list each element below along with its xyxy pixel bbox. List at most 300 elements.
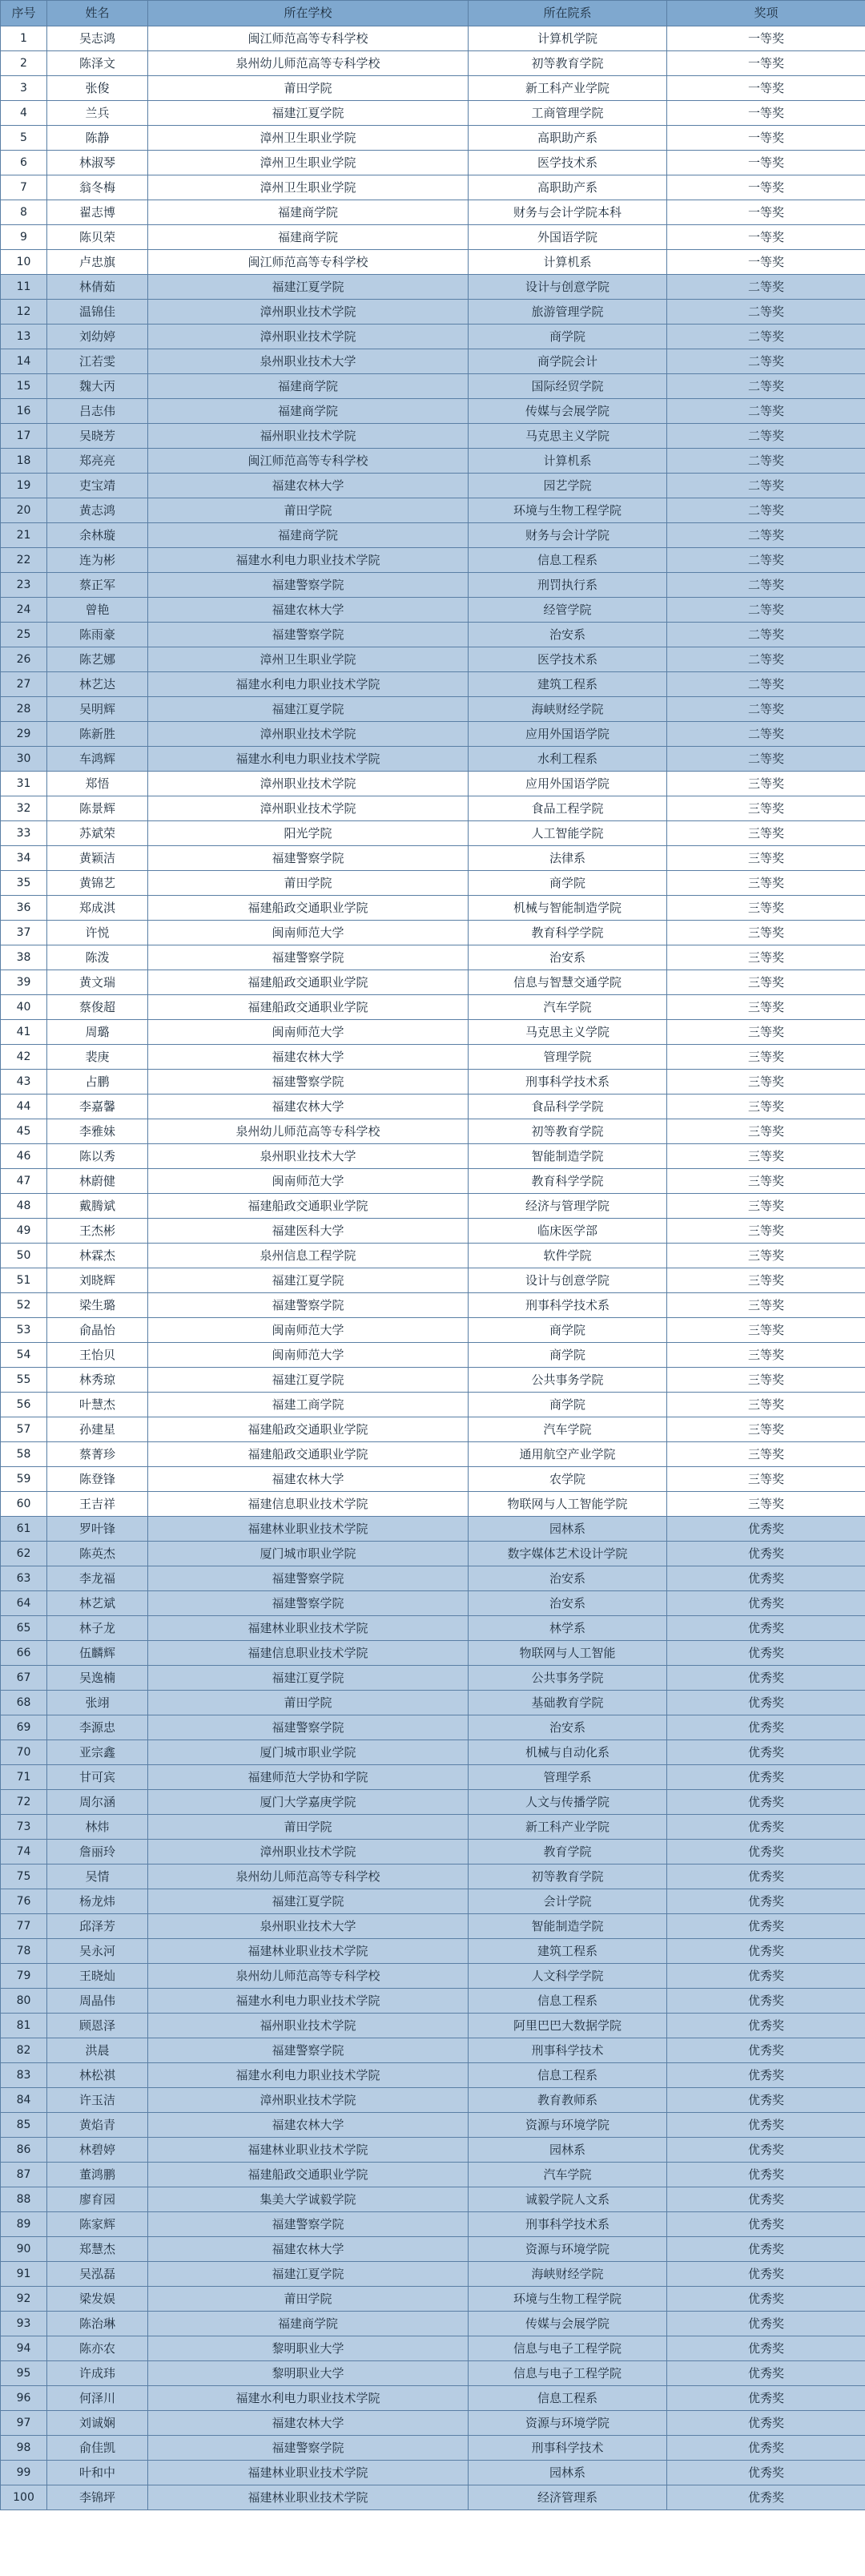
cell-school: 漳州职业技术学院 [148,796,469,821]
cell-number: 21 [1,523,47,548]
cell-school: 福建警察学院 [148,945,469,970]
cell-department: 商学院 [469,1343,667,1368]
cell-name: 杨龙炜 [47,1889,148,1914]
cell-award: 一等奖 [667,151,865,175]
cell-name: 车鸿辉 [47,747,148,772]
table-row [1,1889,865,1914]
cell-award: 优秀奖 [667,1964,865,1989]
cell-award: 二等奖 [667,747,865,772]
cell-name: 郑悟 [47,772,148,796]
cell-department: 林学系 [469,1616,667,1641]
cell-number: 68 [1,1691,47,1715]
cell-number: 100 [1,2485,47,2510]
table-row [1,796,865,821]
cell-department: 经管学院 [469,598,667,623]
table-row [1,846,865,871]
cell-department: 汽车学院 [469,1417,667,1442]
cell-school: 福州职业技术学院 [148,424,469,449]
cell-award: 三等奖 [667,1219,865,1244]
cell-number: 29 [1,722,47,747]
cell-number: 81 [1,2014,47,2038]
cell-school: 闽南师范大学 [148,1169,469,1194]
cell-number: 64 [1,1591,47,1616]
cell-number: 20 [1,498,47,523]
cell-number: 85 [1,2113,47,2138]
cell-school: 福建农林大学 [148,1094,469,1119]
cell-department: 会计学院 [469,1889,667,1914]
cell-name: 周璐 [47,1020,148,1045]
cell-department: 环境与生物工程学院 [469,2287,667,2312]
table-row [1,1393,865,1417]
cell-number: 31 [1,772,47,796]
cell-department: 计算机学院 [469,26,667,51]
cell-award: 优秀奖 [667,1765,865,1790]
table-row [1,449,865,474]
cell-number: 23 [1,573,47,598]
cell-name: 吴泓磊 [47,2262,148,2287]
table-row [1,1268,865,1293]
cell-school: 福建农林大学 [148,2113,469,2138]
cell-name: 俞晶怡 [47,1318,148,1343]
cell-name: 詹丽玲 [47,1840,148,1864]
cell-department: 公共事务学院 [469,1666,667,1691]
cell-school: 莆田学院 [148,2287,469,2312]
cell-department: 信息工程系 [469,1989,667,2014]
table-row [1,1318,865,1343]
cell-department: 资源与环境学院 [469,2237,667,2262]
table-row [1,1641,865,1666]
cell-department: 机械与智能制造学院 [469,896,667,921]
cell-number: 80 [1,1989,47,2014]
table-row [1,697,865,722]
cell-name: 张俊 [47,76,148,101]
cell-award: 优秀奖 [667,2088,865,2113]
table-row [1,1691,865,1715]
cell-award: 优秀奖 [667,2212,865,2237]
cell-name: 陈治琳 [47,2312,148,2336]
cell-name: 黄志鸿 [47,498,148,523]
cell-name: 郑亮亮 [47,449,148,474]
cell-school: 福建林业职业技术学院 [148,1517,469,1542]
cell-school: 福建船政交通职业学院 [148,1442,469,1467]
cell-number: 10 [1,250,47,275]
cell-school: 福建水利电力职业技术学院 [148,548,469,573]
table-row [1,2361,865,2386]
cell-department: 商学院 [469,1393,667,1417]
cell-department: 法律系 [469,846,667,871]
table-row [1,498,865,523]
header-school: 所在学校 [148,1,469,26]
cell-award: 二等奖 [667,498,865,523]
table-body [1,26,865,2510]
cell-school: 泉州幼儿师范高等专科学校 [148,51,469,76]
cell-award: 优秀奖 [667,2287,865,2312]
cell-name: 梁发娱 [47,2287,148,2312]
cell-school: 厦门城市职业学院 [148,1542,469,1566]
cell-department: 园林系 [469,1517,667,1542]
table-row [1,175,865,200]
cell-number: 97 [1,2411,47,2436]
cell-award: 一等奖 [667,126,865,151]
cell-number: 78 [1,1939,47,1964]
cell-name: 吴晓芳 [47,424,148,449]
table-row [1,1219,865,1244]
cell-award: 三等奖 [667,970,865,995]
cell-department: 商学院 [469,871,667,896]
cell-award: 一等奖 [667,175,865,200]
table-row [1,747,865,772]
cell-school: 福建江夏学院 [148,275,469,300]
cell-school: 漳州卫生职业学院 [148,647,469,672]
cell-school: 福建江夏学院 [148,1889,469,1914]
cell-number: 61 [1,1517,47,1542]
cell-award: 优秀奖 [667,1641,865,1666]
cell-number: 86 [1,2138,47,2163]
table-row [1,1566,865,1591]
cell-number: 58 [1,1442,47,1467]
cell-school: 福建江夏学院 [148,101,469,126]
cell-name: 李雅妹 [47,1119,148,1144]
cell-number: 33 [1,821,47,846]
cell-name: 陈亦农 [47,2336,148,2361]
cell-department: 财务与会计学院 [469,523,667,548]
table-row [1,2485,865,2510]
table-row [1,51,865,76]
cell-number: 6 [1,151,47,175]
cell-number: 95 [1,2361,47,2386]
cell-department: 外国语学院 [469,225,667,250]
cell-number: 15 [1,374,47,399]
table-row [1,250,865,275]
cell-number: 8 [1,200,47,225]
cell-award: 二等奖 [667,573,865,598]
cell-school: 集美大学诚毅学院 [148,2187,469,2212]
cell-department: 新工科产业学院 [469,76,667,101]
cell-department: 马克思主义学院 [469,424,667,449]
table-row [1,623,865,647]
cell-department: 传媒与会展学院 [469,399,667,424]
cell-award: 优秀奖 [667,1542,865,1566]
cell-name: 曾艳 [47,598,148,623]
cell-school: 漳州职业技术学院 [148,722,469,747]
cell-number: 55 [1,1368,47,1393]
cell-school: 莆田学院 [148,871,469,896]
cell-number: 73 [1,1815,47,1840]
table-row [1,1417,865,1442]
cell-department: 刑事科学技术 [469,2038,667,2063]
table-row [1,474,865,498]
cell-name: 周晶伟 [47,1989,148,2014]
table-row [1,2187,865,2212]
table-row [1,995,865,1020]
cell-name: 兰兵 [47,101,148,126]
cell-name: 林倩茹 [47,275,148,300]
cell-school: 福建农林大学 [148,474,469,498]
cell-name: 黄文瑞 [47,970,148,995]
cell-name: 廖育园 [47,2187,148,2212]
cell-award: 优秀奖 [667,2014,865,2038]
cell-award: 一等奖 [667,51,865,76]
cell-award: 优秀奖 [667,2386,865,2411]
cell-name: 许悦 [47,921,148,945]
cell-award: 二等奖 [667,300,865,325]
cell-number: 87 [1,2163,47,2187]
cell-department: 环境与生物工程学院 [469,498,667,523]
cell-department: 设计与创意学院 [469,275,667,300]
cell-number: 3 [1,76,47,101]
table-row [1,2411,865,2436]
cell-name: 吴明辉 [47,697,148,722]
table-row [1,1442,865,1467]
table-row [1,1864,865,1889]
cell-number: 79 [1,1964,47,1989]
table-row [1,399,865,424]
cell-school: 厦门大学嘉庚学院 [148,1790,469,1815]
table-row [1,2336,865,2361]
cell-department: 医学技术系 [469,151,667,175]
cell-award: 优秀奖 [667,2163,865,2187]
cell-name: 郑成淇 [47,896,148,921]
cell-name: 陈静 [47,126,148,151]
cell-award: 优秀奖 [667,1790,865,1815]
cell-department: 食品科学学院 [469,1094,667,1119]
table-row [1,1939,865,1964]
cell-number: 4 [1,101,47,126]
cell-school: 泉州幼儿师范高等专科学校 [148,1964,469,1989]
table-row [1,2386,865,2411]
cell-name: 陈雨豪 [47,623,148,647]
cell-award: 优秀奖 [667,2336,865,2361]
cell-award: 优秀奖 [667,1691,865,1715]
cell-department: 管理学院 [469,1045,667,1070]
cell-department: 刑事科学技术 [469,2436,667,2461]
cell-award: 一等奖 [667,200,865,225]
cell-school: 福建警察学院 [148,1293,469,1318]
cell-award: 二等奖 [667,623,865,647]
cell-award: 优秀奖 [667,2038,865,2063]
table-row [1,349,865,374]
cell-number: 38 [1,945,47,970]
cell-department: 初等教育学院 [469,51,667,76]
cell-name: 郑慧杰 [47,2237,148,2262]
cell-name: 张翊 [47,1691,148,1715]
cell-department: 应用外国语学院 [469,722,667,747]
table-row [1,2038,865,2063]
cell-award: 三等奖 [667,1094,865,1119]
cell-award: 三等奖 [667,796,865,821]
table-row [1,1094,865,1119]
table-row [1,945,865,970]
cell-department: 信息工程系 [469,2386,667,2411]
cell-number: 44 [1,1094,47,1119]
cell-name: 顾恩泽 [47,2014,148,2038]
cell-department: 医学技术系 [469,647,667,672]
cell-name: 占鹏 [47,1070,148,1094]
table-row [1,1070,865,1094]
cell-name: 李源忠 [47,1715,148,1740]
cell-name: 陈景辉 [47,796,148,821]
cell-department: 设计与创意学院 [469,1268,667,1293]
cell-name: 蔡正军 [47,573,148,598]
cell-award: 优秀奖 [667,2411,865,2436]
cell-number: 72 [1,1790,47,1815]
cell-award: 二等奖 [667,697,865,722]
cell-school: 福建农林大学 [148,1045,469,1070]
cell-school: 福建水利电力职业技术学院 [148,2386,469,2411]
table-row [1,1343,865,1368]
cell-school: 泉州职业技术大学 [148,349,469,374]
cell-school: 福建警察学院 [148,2212,469,2237]
cell-number: 76 [1,1889,47,1914]
cell-name: 陈新胜 [47,722,148,747]
table-row [1,2138,865,2163]
cell-department: 建筑工程系 [469,1939,667,1964]
cell-award: 优秀奖 [667,1740,865,1765]
cell-award: 三等奖 [667,995,865,1020]
cell-number: 25 [1,623,47,647]
cell-number: 82 [1,2038,47,2063]
cell-department: 教育科学学院 [469,1169,667,1194]
cell-award: 二等奖 [667,474,865,498]
cell-name: 孙建星 [47,1417,148,1442]
cell-number: 99 [1,2461,47,2485]
cell-school: 漳州职业技术学院 [148,2088,469,2113]
cell-school: 莆田学院 [148,1691,469,1715]
cell-department: 国际经贸学院 [469,374,667,399]
cell-number: 18 [1,449,47,474]
cell-award: 三等奖 [667,1119,865,1144]
cell-name: 林炜 [47,1815,148,1840]
cell-award: 二等奖 [667,548,865,573]
cell-name: 周尔涵 [47,1790,148,1815]
cell-school: 泉州职业技术大学 [148,1914,469,1939]
cell-school: 福建警察学院 [148,846,469,871]
cell-award: 二等奖 [667,722,865,747]
cell-department: 马克思主义学院 [469,1020,667,1045]
cell-department: 高职助产系 [469,175,667,200]
cell-school: 福建商学院 [148,2312,469,2336]
cell-number: 62 [1,1542,47,1566]
cell-department: 新工科产业学院 [469,1815,667,1840]
cell-department: 物联网与人工智能学院 [469,1492,667,1517]
cell-number: 5 [1,126,47,151]
cell-name: 王杰彬 [47,1219,148,1244]
cell-award: 三等奖 [667,945,865,970]
cell-school: 福建农林大学 [148,1467,469,1492]
cell-school: 福建船政交通职业学院 [148,896,469,921]
cell-name: 卢忠旗 [47,250,148,275]
cell-school: 泉州职业技术大学 [148,1144,469,1169]
cell-name: 吴志鸿 [47,26,148,51]
cell-school: 福建水利电力职业技术学院 [148,2063,469,2088]
header-department: 所在院系 [469,1,667,26]
cell-department: 人文科学学院 [469,1964,667,1989]
cell-school: 福建警察学院 [148,2436,469,2461]
cell-number: 63 [1,1566,47,1591]
table-row [1,1964,865,1989]
header-number: 序号 [1,1,47,26]
cell-award: 优秀奖 [667,1517,865,1542]
cell-award: 三等奖 [667,1368,865,1393]
cell-name: 邱泽芳 [47,1914,148,1939]
cell-award: 三等奖 [667,821,865,846]
cell-name: 王吉祥 [47,1492,148,1517]
table-row [1,1840,865,1864]
cell-department: 智能制造学院 [469,1144,667,1169]
cell-school: 福建船政交通职业学院 [148,1417,469,1442]
cell-number: 53 [1,1318,47,1343]
cell-award: 优秀奖 [667,2485,865,2510]
cell-number: 84 [1,2088,47,2113]
cell-school: 闽江师范高等专科学校 [148,26,469,51]
cell-name: 林霖杰 [47,1244,148,1268]
table-row [1,821,865,846]
cell-name: 林蔚健 [47,1169,148,1194]
cell-award: 三等奖 [667,871,865,896]
cell-number: 26 [1,647,47,672]
cell-number: 96 [1,2386,47,2411]
cell-department: 初等教育学院 [469,1119,667,1144]
cell-award: 优秀奖 [667,2113,865,2138]
cell-number: 98 [1,2436,47,2461]
cell-award: 优秀奖 [667,2436,865,2461]
cell-school: 福建江夏学院 [148,2262,469,2287]
cell-school: 福建林业职业技术学院 [148,1939,469,1964]
table-row [1,1542,865,1566]
cell-department: 园林系 [469,2461,667,2485]
table-row [1,1244,865,1268]
cell-number: 16 [1,399,47,424]
cell-department: 经济与管理学院 [469,1194,667,1219]
cell-school: 福建水利电力职业技术学院 [148,1989,469,2014]
cell-number: 37 [1,921,47,945]
cell-department: 治安系 [469,1715,667,1740]
cell-award: 三等奖 [667,1070,865,1094]
cell-name: 梁生璐 [47,1293,148,1318]
table-row [1,1591,865,1616]
table-row [1,1815,865,1840]
cell-school: 闽江师范高等专科学校 [148,250,469,275]
cell-award: 优秀奖 [667,1666,865,1691]
cell-number: 70 [1,1740,47,1765]
cell-award: 三等奖 [667,1045,865,1070]
cell-department: 汽车学院 [469,2163,667,2187]
table-row [1,101,865,126]
cell-name: 林秀琼 [47,1368,148,1393]
cell-award: 二等奖 [667,399,865,424]
cell-department: 海峡财经学院 [469,2262,667,2287]
table-row [1,2163,865,2187]
cell-name: 吴情 [47,1864,148,1889]
cell-department: 商学院 [469,1318,667,1343]
cell-name: 何泽川 [47,2386,148,2411]
cell-department: 软件学院 [469,1244,667,1268]
cell-award: 优秀奖 [667,1939,865,1964]
cell-department: 刑事科学技术系 [469,1070,667,1094]
cell-school: 黎明职业大学 [148,2361,469,2386]
cell-department: 商学院会计 [469,349,667,374]
cell-award: 优秀奖 [667,2461,865,2485]
cell-department: 通用航空产业学院 [469,1442,667,1467]
cell-department: 治安系 [469,623,667,647]
table-row [1,548,865,573]
cell-school: 福建商学院 [148,374,469,399]
cell-department: 公共事务学院 [469,1368,667,1393]
cell-name: 翁冬梅 [47,175,148,200]
cell-name: 林松祺 [47,2063,148,2088]
table-row [1,2088,865,2113]
cell-school: 福建信息职业技术学院 [148,1492,469,1517]
